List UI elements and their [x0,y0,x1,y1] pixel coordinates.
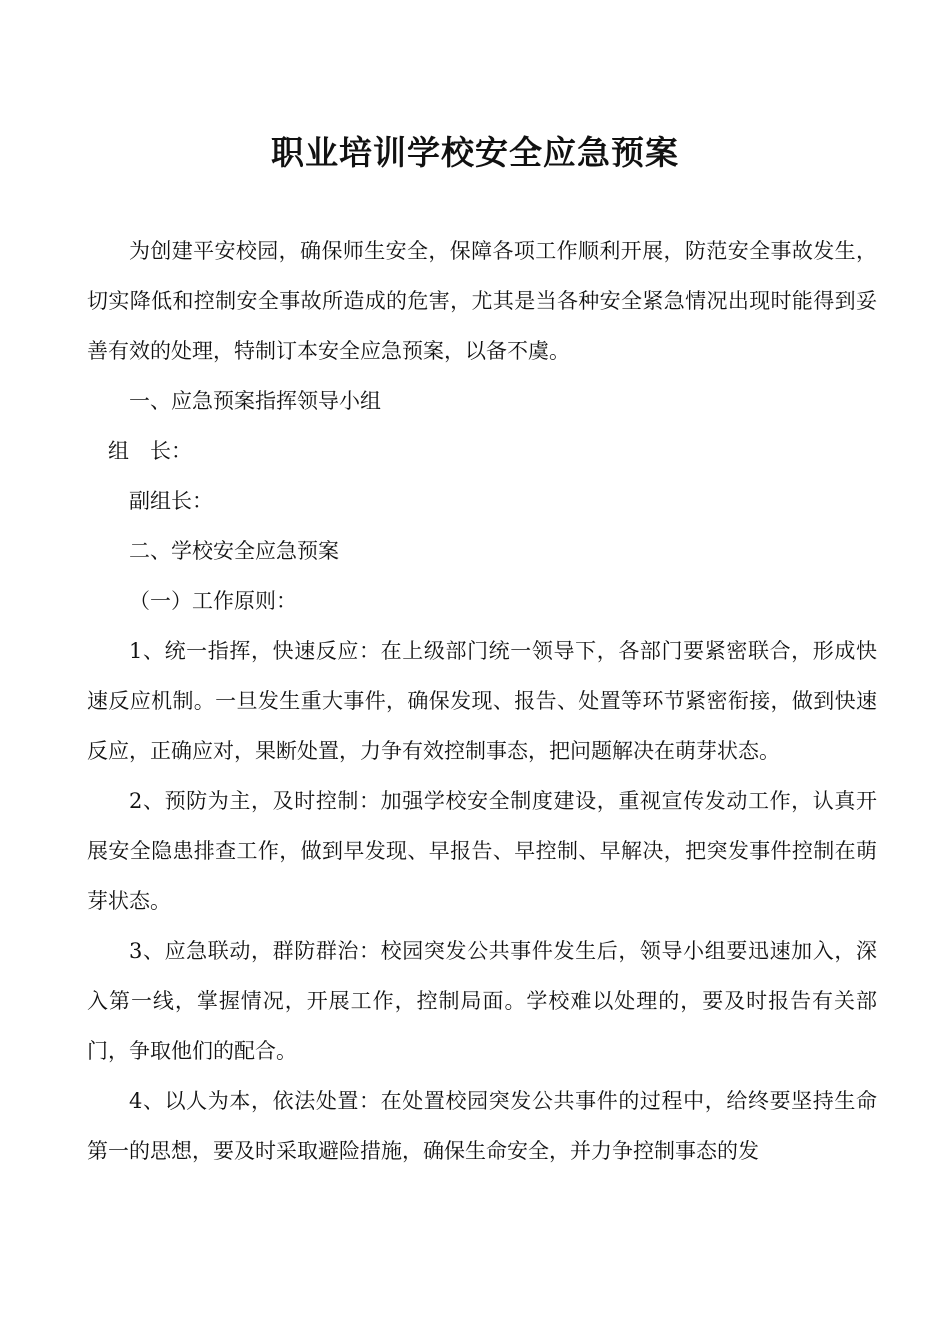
principle-paragraph-1: 1、统一指挥，快速反应：在上级部门统一领导下，各部门要紧密联合，形成快速反应机制。一旦发生重大事件，确保发现、报告、处置等环节紧密衔接，做到快速反应，正确应对，果断处置，力争有效控制事态，把问题解决在萌芽状态。 [87,639,877,763]
intro-paragraph: 为创建平安校园，确保师生安全，保障各项工作顺利开展，防范安全事故发生，切实降低和控制安全事故所造成的危害，尤其是当各种安全紧急情况出现时能得到妥善有效的处理，特制订本安全应急预案，以备不虞。 [87,239,877,363]
group-leader-line: 组 长： [108,439,192,463]
subheading-work-principles: （一）工作原则： [129,589,297,613]
document-title: 职业培训学校安全应急预案 [271,133,679,172]
principle-paragraph-3: 3、应急联动，群防群治：校园突发公共事件发生后，领导小组要迅速加入，深入第一线，掌握情况，开展工作，控制局面。学校难以处理的，要及时报告有关部门，争取他们的配合。 [87,939,877,1063]
section-heading-emergency-plan: 二、学校安全应急预案 [129,539,339,563]
principle-paragraph-2: 2、预防为主，及时控制：加强学校安全制度建设，重视宣传发动工作，认真开展安全隐患排查工作，做到早发现、早报告、早控制、早解决，把突发事件控制在萌芽状态。 [87,789,877,913]
section-heading-leadership-group: 一、应急预案指挥领导小组 [129,389,381,413]
document-body [87,226,877,1176]
principle-paragraph-4: 4、以人为本，依法处置：在处置校园突发公共事件的过程中，给终要坚持生命第一的思想，要及时采取避险措施，确保生命安全，并力争控制事态的发 [87,1089,877,1163]
deputy-leader-line: 副组长： [129,489,213,513]
